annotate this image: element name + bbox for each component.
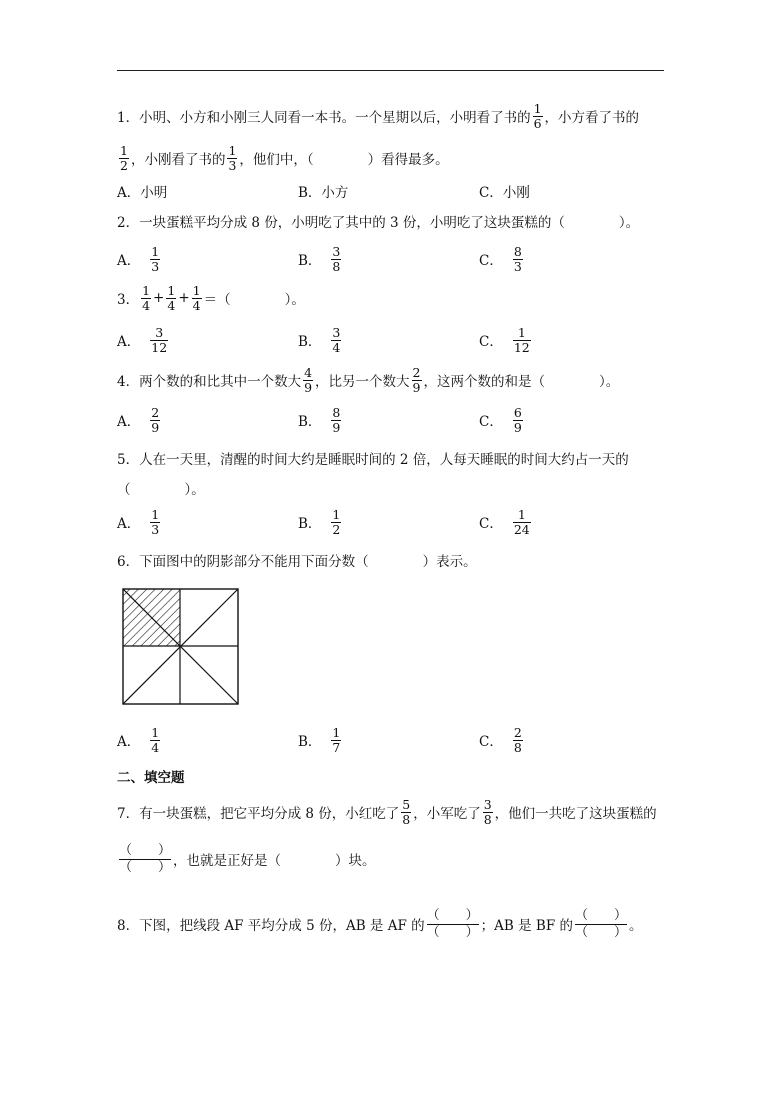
- question-2: 2．一块蛋糕平均分成 8 份，小明吃了其中的 3 份，小明吃了这块蛋糕的（ ）。: [117, 215, 640, 231]
- q1-option-c[interactable]: C．小刚: [479, 185, 530, 201]
- section-heading-fill-in: 二、填空题: [117, 770, 185, 786]
- question-8: 8．下图，把线段 AF 平均分成 5 份，AB 是 AF 的 （ ） （ ） ；AB 是 BF 的 （ ） （ ） 。: [117, 907, 643, 940]
- fraction: $\frac{1}{2}$: [120, 142, 128, 173]
- q6-option-b[interactable]: B． $\frac{1}{7}$: [298, 724, 341, 755]
- q5-option-b[interactable]: B． $\frac{1}{2}$: [298, 506, 341, 537]
- question-1-line-2: $\frac{1}{2}$ ，小刚看了书的 $\frac{1}{3}$ ，他们中，（ ）看得最多。: [120, 142, 449, 173]
- header-rule: [117, 70, 664, 71]
- fraction-blank-q8-ab-af[interactable]: （ ） （ ）: [426, 907, 479, 940]
- question-5-line-2: （ ）。: [117, 482, 205, 498]
- q2-option-c[interactable]: C． $\frac{8}{3}$: [479, 243, 522, 274]
- q5-option-c[interactable]: C． $\frac{1}{24}$: [479, 506, 530, 537]
- question-7-line-1: 7．有一块蛋糕，把它平均分成 8 份，小红吃了 $\frac{5}{8}$ ，小军吃了 $\frac{3}{8}$ ，他们一共吃了这块蛋糕的: [117, 796, 657, 827]
- question-5-line-1: 5．人在一天里，清醒的时间大约是睡眠时间的 2 倍，人每天睡眠的时间大约占一天的: [117, 452, 629, 468]
- shaded-square-figure: [122, 588, 240, 706]
- fraction-blank-q8-ab-bf[interactable]: （ ） （ ）: [574, 907, 627, 940]
- q6-option-c[interactable]: C． $\frac{2}{8}$: [479, 724, 522, 755]
- question-7-line-2: （ ） （ ） ，也就是正好是（ ）块。: [119, 842, 376, 875]
- q3-option-a[interactable]: A． $\frac{3}{12}$: [117, 324, 168, 355]
- q4-option-b[interactable]: B． $\frac{8}{9}$: [298, 404, 341, 435]
- fraction-blank-q7[interactable]: （ ） （ ）: [119, 842, 172, 875]
- fraction: $\frac{1}{6}$: [533, 100, 542, 131]
- question-1-line-1: 1．小明、小方和小刚三人同看一本书。一个星期以后，小明看了书的 $\frac{1}{6}$ ，小方看了书的: [117, 100, 640, 131]
- q3-option-c[interactable]: C． $\frac{1}{12}$: [479, 324, 530, 355]
- q3-option-b[interactable]: B． $\frac{3}{4}$: [298, 324, 341, 355]
- q1-option-a[interactable]: A．小明: [117, 185, 168, 201]
- q4-option-a[interactable]: A． $\frac{2}{9}$: [117, 404, 160, 435]
- question-6: 6．下面图中的阴影部分不能用下面分数（ ）表示。: [117, 554, 477, 570]
- q1-option-b[interactable]: B．小方: [298, 185, 349, 201]
- question-4: 4．两个数的和比其中一个数大 $\frac{4}{9}$ ，比另一个数大 $\frac{2}{9}$ ，这两个数的和是（ ）。: [117, 364, 620, 395]
- q2-option-a[interactable]: A． $\frac{1}{3}$: [117, 243, 160, 274]
- q4-option-c[interactable]: C． $\frac{6}{9}$: [479, 404, 522, 435]
- q2-option-b[interactable]: B． $\frac{3}{8}$: [298, 243, 341, 274]
- question-3: 3． $\frac{1}{4}$ + $\frac{1}{4}$ + $\frac{1}{4}$ ＝（ ）。: [117, 282, 305, 313]
- fraction: $\frac{1}{3}$: [228, 142, 237, 173]
- q5-option-a[interactable]: A． $\frac{1}{3}$: [117, 506, 160, 537]
- q6-option-a[interactable]: A． $\frac{1}{4}$: [117, 724, 160, 755]
